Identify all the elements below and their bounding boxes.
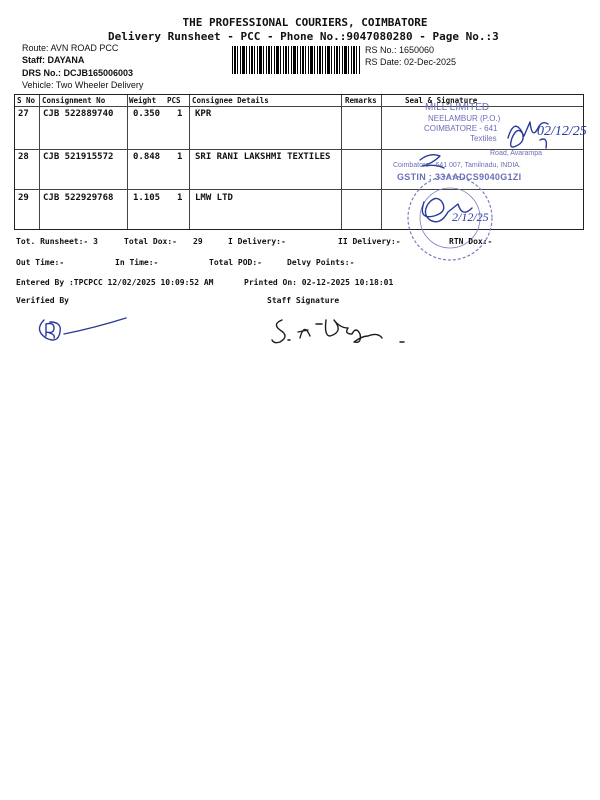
col-remarks: Remarks xyxy=(345,96,377,105)
col-seal: Seal & Signature xyxy=(405,96,478,105)
rtn-dox: RTN Dox:- xyxy=(449,237,493,246)
staff-label: Staff: DAYANA xyxy=(22,55,85,65)
stamp2-gstin: GSTIN : 33AADCS9040G1ZI xyxy=(397,172,522,182)
rs-date: RS Date: 02-Dec-2025 xyxy=(365,57,457,67)
handwritten-date-1: 02/12/25 xyxy=(537,124,587,139)
company-title: THE PROFESSIONAL COURIERS, COIMBATORE xyxy=(182,16,428,29)
printed-on: Printed On: 02-12-2025 10:18:01 xyxy=(244,278,394,287)
ii-delivery: II Delivery:- xyxy=(338,237,401,246)
entered-by: Entered By :TPCPCC 12/02/2025 10:09:52 AM xyxy=(16,278,214,287)
row-pcs: 1 xyxy=(177,109,183,119)
stamp2-line1: Road, Avarampa xyxy=(490,150,543,157)
verified-by-label: Verified By xyxy=(16,296,69,305)
stamp1-line2: NEELAMBUR (P.O.) xyxy=(428,114,501,123)
barcode-image xyxy=(232,46,360,74)
row-consignee: KPR xyxy=(195,109,212,119)
in-time: In Time:- xyxy=(115,258,159,267)
rs-number: RS No.: 1650060 xyxy=(365,45,435,55)
out-time: Out Time:- xyxy=(16,258,65,267)
row-sno: 28 xyxy=(18,152,29,162)
col-consignment: Consignment No xyxy=(42,96,106,105)
handwritten-date-2: 2/12/25 xyxy=(452,210,489,224)
row-weight: 1.105 xyxy=(133,193,161,203)
row-consignment: CJB 522889740 xyxy=(43,109,114,119)
row-weight: 0.350 xyxy=(133,109,161,119)
col-sno: S No xyxy=(17,96,36,105)
tot-runsheet: Tot. Runsheet:- 3 xyxy=(16,237,98,246)
row-pcs: 1 xyxy=(177,152,183,162)
col-pcs: PCS xyxy=(167,96,181,105)
verified-by-signature xyxy=(30,306,140,346)
staff-signature xyxy=(268,312,418,352)
stamp1-line3: COIMBATORE - 641 xyxy=(424,124,498,133)
runsheet-title: Delivery Runsheet - PCC - Phone No.:9047080280 - Page No.:3 xyxy=(108,30,499,43)
stamp1-line1: MILL LIMITED xyxy=(425,102,490,113)
col-consignee: Consignee Details xyxy=(192,96,269,105)
row-consignment: CJB 522929768 xyxy=(43,193,114,203)
staff-signature-label: Staff Signature xyxy=(267,296,340,305)
signature-tick xyxy=(540,139,546,148)
col-weight: Weight xyxy=(129,96,157,105)
stamp1-line4: Textiles xyxy=(470,134,497,143)
i-delivery: I Delivery:- xyxy=(228,237,286,246)
row-sno: 27 xyxy=(18,109,29,119)
total-dox-value: 29 xyxy=(193,237,203,246)
row-weight: 0.848 xyxy=(133,152,161,162)
row-sno: 29 xyxy=(18,193,29,203)
delvy-points: Delvy Points:- xyxy=(287,258,355,267)
drs-number: DRS No.: DCJB165006003 xyxy=(22,68,134,78)
row-consignee: LMW LTD xyxy=(195,193,233,203)
stamp2-line2: Coimbatore - 641 007, Tamilnadu, INDIA. xyxy=(393,162,521,169)
row-pcs: 1 xyxy=(177,193,183,203)
row-consignment: CJB 521915572 xyxy=(43,152,114,162)
total-pod: Total POD:- xyxy=(209,258,262,267)
total-dox-label: Total Dox:- xyxy=(124,237,177,246)
row-consignee: SRI RANI LAKSHMI TEXTILES xyxy=(195,152,331,162)
route-label: Route: AVN ROAD PCC xyxy=(22,43,119,53)
vehicle-label: Vehicle: Two Wheeler Delivery xyxy=(22,80,144,90)
